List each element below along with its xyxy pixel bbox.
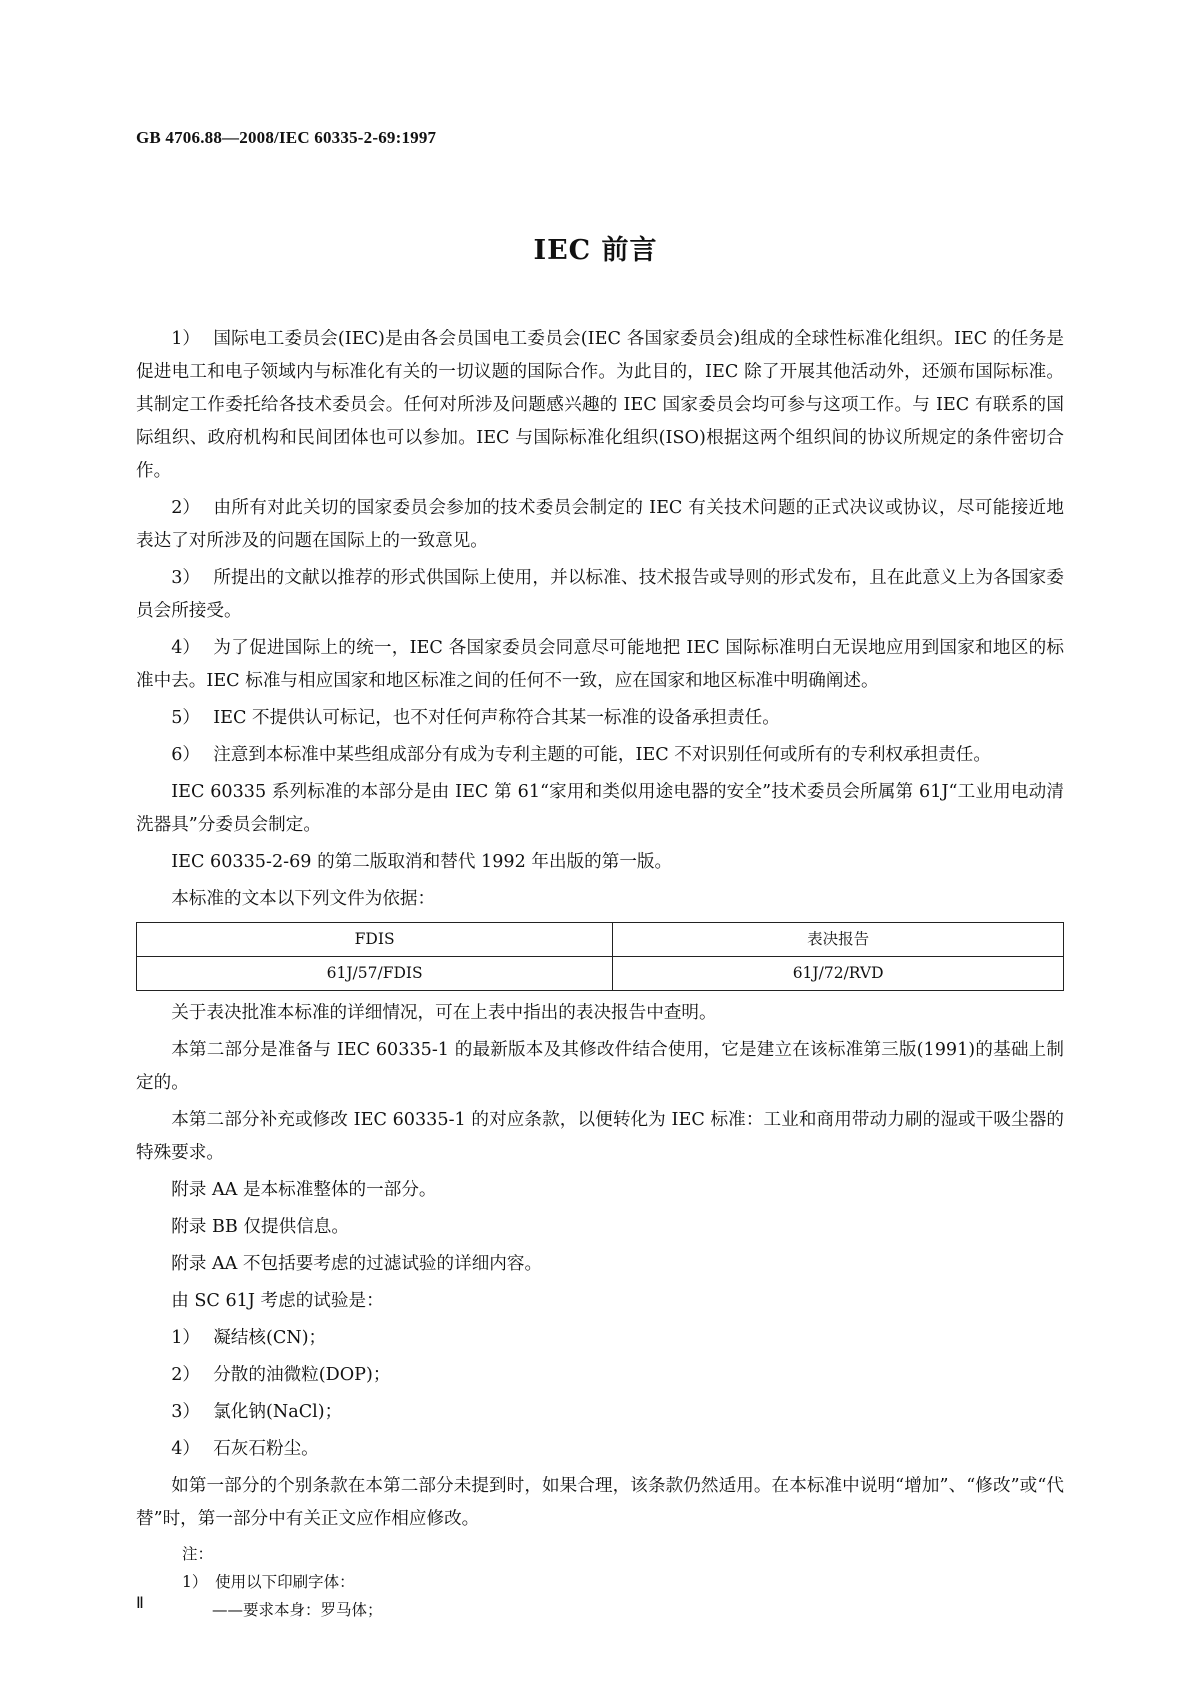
table-row <box>137 957 1064 991</box>
list-item: 3） 氯化钠(NaCl)； <box>171 1402 343 1422</box>
paragraph-5: 5） IEC 不提供认可标记，也不对任何声称符合其某一标准的设备承担责任。 <box>171 708 780 728</box>
paragraph-part2-use: 本第二部分是准备与 IEC 60335-1 的最新版本及其修改件结合使用，它是建立在该标准第三版(1991)的基础上制定的。 <box>136 1040 1064 1093</box>
paragraph-basis: 本标准的文本以下列文件为依据： <box>171 889 436 909</box>
paragraph-edition: IEC 60335-2-69 的第二版取消和替代 1992 年出版的第一版。 <box>171 852 673 872</box>
table-header-vote-report: 表决报告 <box>613 923 1064 957</box>
table-header-fdis: FDIS <box>137 923 613 957</box>
table-header-row <box>137 923 1064 957</box>
list-item: 4） 石灰石粉尘。 <box>171 1439 319 1459</box>
paragraph-annex-aa-filter: 附录 AA 不包括要考虑的过滤试验的详细内容。 <box>171 1254 543 1274</box>
page-title: IEC 前言 <box>533 235 658 266</box>
table-cell-rvd: 61J/72/RVD <box>613 957 1064 991</box>
paragraph-3: 3） 所提出的文献以推荐的形式供国际上使用，并以标准、技术报告或导则的形式发布，且在此意义上为各国家委员会所接受。 <box>136 568 1064 621</box>
paragraph-part2-supplement: 本第二部分补充或修改 IEC 60335-1 的对应条款，以便转化为 IEC 标准：工业和商用带动力刷的湿或干吸尘器的特殊要求。 <box>136 1110 1064 1163</box>
paragraph-annex-bb: 附录 BB 仅提供信息。 <box>171 1217 349 1237</box>
note-item-1-sub: ——要求本身：罗马体； <box>212 1601 383 1619</box>
standard-code-header: GB 4706.88—2008/IEC 60335-2-69:1997 <box>136 128 437 147</box>
paragraph-committee: IEC 60335 系列标准的本部分是由 IEC 第 61“家用和类似用途电器的安全”技术委员会所属第 61J“工业用电动清洗器具”分委员会制定。 <box>136 782 1064 835</box>
document-body <box>136 323 1064 1624</box>
paragraph-closing: 如第一部分的个别条款在本第二部分未提到时，如果合理，该条款仍然适用。在本标准中说明“增加”、“修改”或“代替”时，第一部分中有关正文应作相应修改。 <box>136 1476 1064 1529</box>
table-cell-fdis: 61J/57/FDIS <box>137 957 613 991</box>
note-label: 注： <box>182 1545 214 1563</box>
paragraph-vote-details: 关于表决批准本标准的详细情况，可在上表中指出的表决报告中查明。 <box>171 1003 717 1023</box>
paragraph-tests-intro: 由 SC 61J 考虑的试验是： <box>171 1291 384 1311</box>
note-item-1: 1） 使用以下印刷字体： <box>182 1573 355 1591</box>
page-number: Ⅱ <box>136 1595 144 1612</box>
note-block <box>136 1540 1064 1624</box>
paragraph-6: 6） 注意到本标准中某些组成部分有成为专利主题的可能，IEC 不对识别任何或所有的专利权承担责任。 <box>171 745 991 765</box>
list-item: 1） 凝结核(CN)； <box>171 1328 327 1348</box>
paragraph-1: 1） 国际电工委员会(IEC)是由各会员国电工委员会(IEC 各国家委员会)组成的全球性标准化组织。IEC 的任务是促进电工和电子领域内与标准化有关的一切议题的国际合作。为此目的，IEC 除了开展其他活动外，还颁布国际标准。其制定工作委托给各技术委员会。任何对所涉及问题感兴趣的 IEC 国家委员会均可参与这项工作。与 IEC 有联系的国际组织、政府机构和民间团体也可以参加。IEC 与国际标准化组织(ISO)根据这两个组织间的协议所规定的条件密切合作。 <box>136 329 1064 481</box>
list-item: 2） 分散的油微粒(DOP)； <box>171 1365 391 1385</box>
paragraph-4: 4） 为了促进国际上的统一，IEC 各国家委员会同意尽可能地把 IEC 国际标准明白无误地应用到国家和地区的标准中去。IEC 标准与相应国家和地区标准之间的任何不一致，应在国家和地区标准中明确阐述。 <box>136 638 1064 691</box>
paragraph-2: 2） 由所有对此关切的国家委员会参加的技术委员会制定的 IEC 有关技术问题的正式决议或协议，尽可能接近地表达了对所涉及的问题在国际上的一致意见。 <box>136 498 1064 551</box>
paragraph-annex-aa: 附录 AA 是本标准整体的一部分。 <box>171 1180 437 1200</box>
basis-documents-table <box>136 922 1064 991</box>
